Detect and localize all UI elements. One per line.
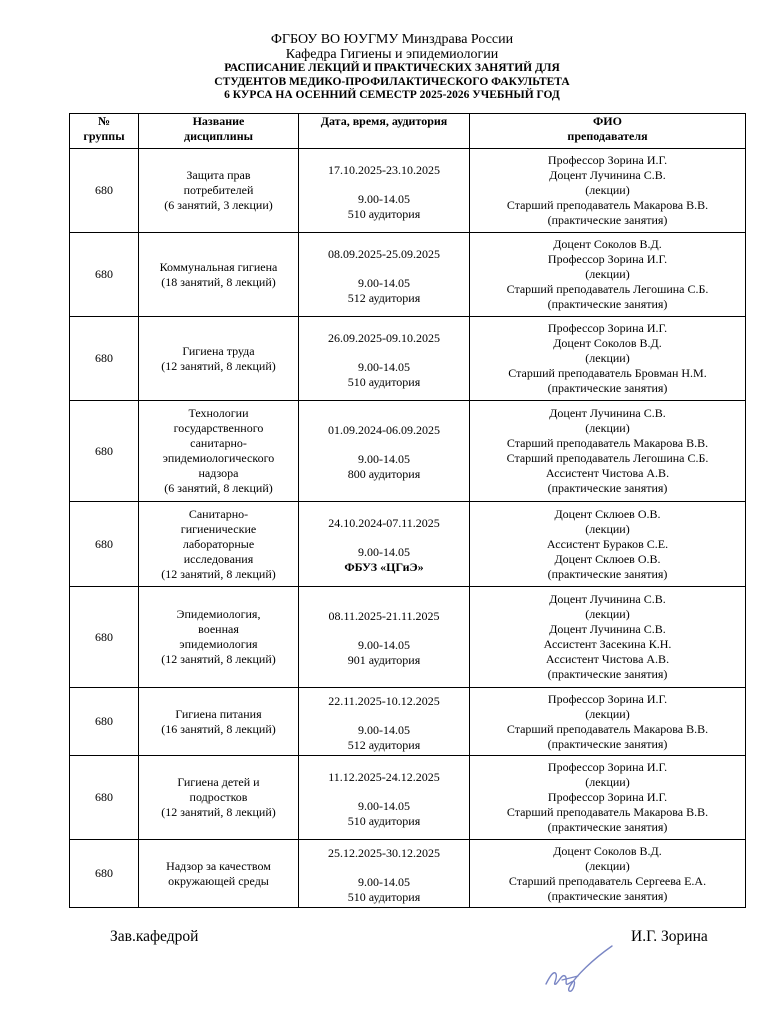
group-number: 680 [95,351,113,365]
group-number-cell [70,688,139,756]
teacher-line: Ассистент Засекина К.Н. [543,637,672,651]
teacher-line: Ассистент Бураков С.Е. [546,536,669,551]
teacher-line: (лекции) [585,607,630,621]
group-number: 680 [95,790,113,804]
discipline-cell [139,688,299,756]
discipline-line: потребителей [183,183,254,197]
class-time: 9.00-14.05 [358,722,410,737]
discipline-cell [139,587,299,688]
schedule-title-line-1: РАСПИСАНИЕ ЛЕКЦИЙ И ПРАКТИЧЕСКИХ ЗАНЯТИЙ ДЛЯ [224,62,560,74]
date-time-room-cell [299,233,470,317]
teacher-line: Доцент Соколов В.Д. [553,237,662,251]
teacher-line: Профессор Зорина И.Г. [547,321,668,335]
discipline-cell [139,502,299,587]
teacher-cell [470,840,746,908]
group-number: 680 [95,866,113,880]
group-number-cell [70,756,139,840]
group-number-cell [70,502,139,587]
teacher-line: Доцент Лучинина С.В. [549,406,666,420]
teacher-line: Доцент Склюев О.В. [554,551,661,566]
teacher-line: (практические занятия) [547,213,668,227]
teacher-line: Профессор Зорина И.Г. [547,252,668,266]
discipline-line: (12 занятий, 8 лекций) [161,566,276,581]
class-time: 9.00-14.05 [358,798,410,813]
head-of-department-label: Зав.кафедрой [110,928,199,945]
teacher-line: Ассистент Чистова А.В. [545,652,670,666]
teacher-line: (лекции) [585,858,630,873]
column-header-teacher-line-2: преподавателя [567,129,648,143]
group-number: 680 [95,629,113,644]
discipline-cell [139,149,299,233]
teacher-line: Старший преподаватель Сергеева Е.А. [508,873,707,888]
discipline-line: надзора [198,466,239,480]
class-time: 9.00-14.05 [358,545,410,559]
teacher-line: Старший преподаватель Макарова В.В. [506,805,709,819]
teacher-line: (лекции) [585,267,630,281]
teacher-line: Ассистент Чистова А.В. [545,466,670,480]
date-time-room-cell [299,317,470,401]
room: 512 аудитория [347,290,421,305]
schedule-title-line-2: СТУДЕНТОВ МЕДИКО-ПРОФИЛАКТИЧЕСКОГО ФАКУЛЬТЕТА [214,75,570,88]
discipline-line: эпидемиологического [162,451,275,465]
discipline-line: (18 занятий, 8 лекций) [161,274,276,289]
teacher-line: (лекции) [585,706,630,721]
class-time: 9.00-14.05 [358,452,410,466]
class-time: 9.00-14.05 [358,359,410,374]
teacher-cell [470,317,746,401]
teacher-line: Доцент Лучинина С.В. [549,168,666,182]
discipline-cell [139,756,299,840]
discipline-line: Гигиена питания [175,706,262,721]
teacher-cell [470,756,746,840]
teacher-line: (практические занятия) [547,736,668,751]
teacher-line: Старший преподаватель Легошина С.Б. [506,451,709,465]
teacher-line: Профессор Зорина И.Г. [547,153,668,167]
discipline-line: (16 занятий, 8 лекций) [161,721,276,736]
teacher-line: Профессор Зорина И.Г. [547,760,668,774]
discipline-line: Надзор за качеством [166,858,271,873]
table-row [70,587,746,688]
group-number-cell [70,401,139,502]
table-row [70,317,746,401]
teacher-cell [470,233,746,317]
date-time-room-cell [299,756,470,840]
room: ФБУЗ «ЦГиЭ» [344,560,424,574]
discipline-cell [139,840,299,908]
discipline-cell [139,233,299,317]
discipline-line: санитарно- [190,436,247,450]
group-number: 680 [95,443,113,458]
discipline-line: государственного [173,421,264,435]
discipline-line: Гигиена детей и [177,775,260,789]
teacher-line: Доцент Лучинина С.В. [549,592,666,606]
discipline-line: военная [198,622,239,636]
room: 510 аудитория [347,374,421,389]
discipline-line: лабораторные [182,536,255,551]
date-range: 22.11.2025-10.12.2025 [328,693,440,708]
date-range: 08.11.2025-21.11.2025 [328,609,440,623]
column-header-discipline-line-1: Название [192,114,245,128]
room: 510 аудитория [347,206,421,221]
discipline-line: эпидемиология [179,637,258,651]
discipline-line: Санитарно- [188,506,249,521]
teacher-line: (практические занятия) [547,297,668,311]
date-range: 25.12.2025-30.12.2025 [328,845,440,860]
teacher-line: (практические занятия) [547,667,668,681]
group-number-cell [70,149,139,233]
document-header [0,32,784,103]
discipline-line: (6 занятий, 3 лекции) [164,198,273,212]
discipline-line: Гигиена труда [182,343,255,358]
column-header-date: Дата, время, аудитория [299,114,470,149]
teacher-line: (лекции) [585,351,630,365]
table-row [70,401,746,502]
teacher-line: Доцент Склюев О.В. [554,506,661,521]
column-header-group [70,114,139,149]
discipline-line: гигиенические [180,521,257,536]
date-time-room-cell [299,840,470,908]
schedule-table [69,113,746,908]
teacher-line: Профессор Зорина И.Г. [547,790,668,804]
teacher-line: (лекции) [585,183,630,197]
date-range: 01.09.2024-06.09.2025 [328,423,440,437]
discipline-line: исследования [183,551,254,566]
group-number-cell [70,587,139,688]
class-time: 9.00-14.05 [358,638,410,652]
discipline-line: окружающей среды [168,873,269,888]
handwritten-signature [532,940,622,1000]
teacher-line: (практические занятия) [547,481,668,495]
group-number: 680 [95,183,113,197]
discipline-line: подростков [189,790,248,804]
table-row [70,502,746,587]
room: 512 аудитория [347,737,421,752]
teacher-line: Доцент Соколов В.Д. [553,843,662,858]
discipline-line: (6 занятий, 8 лекций) [164,481,273,495]
discipline-line: (12 занятий, 8 лекций) [161,652,276,666]
discipline-line: Защита прав [186,168,251,182]
teacher-line: (практические занятия) [547,566,668,581]
discipline-line: (12 занятий, 8 лекций) [161,358,276,373]
date-range: 11.12.2025-24.12.2025 [328,769,440,784]
column-header-discipline-line-2: дисциплины [184,129,253,143]
table-row [70,840,746,908]
group-number: 680 [95,267,113,281]
group-number-cell [70,317,139,401]
room: 901 аудитория [347,653,421,667]
date-time-room-cell [299,149,470,233]
date-range: 17.10.2025-23.10.2025 [328,162,440,177]
table-row [70,233,746,317]
column-header-teacher-line-1: ФИО [593,114,622,128]
date-time-room-cell [299,688,470,756]
head-of-department-name: И.Г. Зорина [631,928,708,945]
table-header-row [70,114,746,149]
department-name: Кафедра Гигиены и эпидемиологии [285,47,499,62]
teacher-line: Старший преподаватель Макарова В.В. [506,198,709,212]
table-row [70,149,746,233]
class-time: 9.00-14.05 [358,874,410,889]
class-time: 9.00-14.05 [358,191,410,206]
teacher-line: (лекции) [585,775,630,789]
room: 510 аудитория [347,889,421,904]
discipline-line: Эпидемиология, [176,607,261,621]
teacher-line: (лекции) [585,521,630,536]
group-number: 680 [95,536,113,551]
schedule-body [70,149,746,908]
discipline-cell [139,401,299,502]
date-range: 08.09.2025-25.09.2025 [328,246,440,261]
teacher-cell [470,688,746,756]
room: 510 аудитория [347,813,421,828]
teacher-line: Старший преподаватель Макарова В.В. [506,436,709,450]
discipline-line: (12 занятий, 8 лекций) [161,805,276,819]
teacher-line: Доцент Соколов В.Д. [553,336,662,350]
teacher-line: (практические занятия) [547,820,668,834]
teacher-cell [470,587,746,688]
teacher-line: (практические занятия) [547,381,668,395]
date-range: 26.09.2025-09.10.2025 [328,330,440,345]
room: 800 аудитория [347,467,421,481]
column-header-teacher [470,114,746,149]
discipline-cell [139,317,299,401]
discipline-line: Коммунальная гигиена [159,259,278,274]
column-header-group-line-1: № [97,114,111,128]
teacher-line: Профессор Зорина И.Г. [547,691,668,706]
column-header-group-line-2: группы [83,129,125,143]
date-range: 24.10.2024-07.11.2025 [328,516,440,530]
date-time-room-cell [299,502,470,587]
teacher-line: (практические занятия) [547,888,668,903]
group-number: 680 [95,714,113,728]
teacher-cell [470,401,746,502]
teacher-line: Старший преподаватель Легошина С.Б. [506,282,709,296]
group-number-cell [70,233,139,317]
date-time-room-cell [299,401,470,502]
class-time: 9.00-14.05 [358,275,410,290]
teacher-cell [470,149,746,233]
schedule-title-line-3: 6 КУРСА НА ОСЕННИЙ СЕМЕСТР 2025-2026 УЧЕБНЫЙ ГОД [224,89,560,101]
discipline-line: Технологии [188,406,249,420]
teacher-line: (лекции) [585,421,630,435]
group-number-cell [70,840,139,908]
table-row [70,756,746,840]
date-time-room-cell [299,587,470,688]
teacher-line: Старший преподаватель Макарова В.В. [506,721,709,736]
organization-name: ФГБОУ ВО ЮУГМУ Минздрава России [270,32,514,47]
teacher-cell [470,502,746,587]
teacher-line: Доцент Лучинина С.В. [549,622,666,636]
table-row [70,688,746,756]
teacher-line: Старший преподаватель Бровман Н.М. [508,366,707,380]
column-header-discipline [139,114,299,149]
